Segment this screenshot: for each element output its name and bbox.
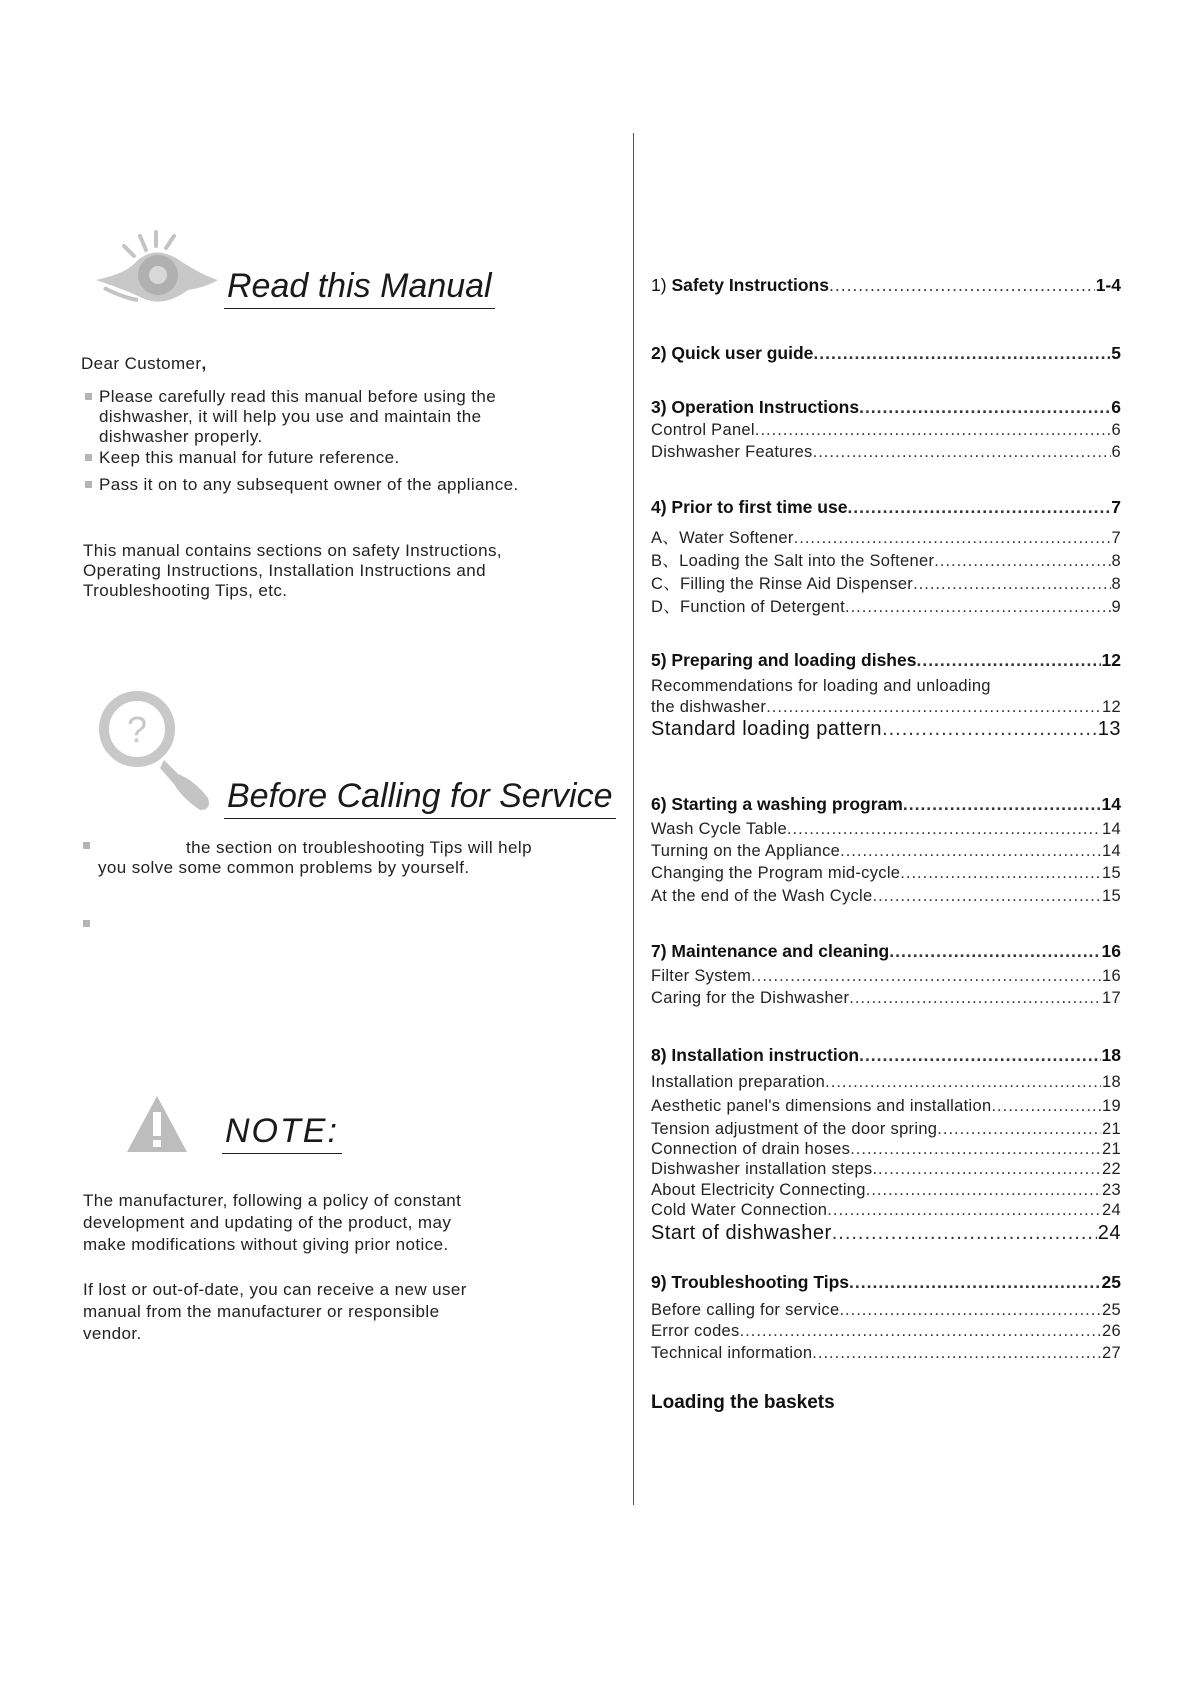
toc-sub-entry xyxy=(651,547,1121,571)
toc-sub-entry xyxy=(651,864,1121,883)
toc-page: 5 xyxy=(1111,343,1121,363)
bullet-1-line-2: dishwasher, it will help you use and maintain the xyxy=(99,407,482,426)
toc-sub-entry xyxy=(651,1140,1121,1159)
greeting xyxy=(81,353,207,374)
toc-sub-entry xyxy=(651,1160,1121,1179)
toc-page: 6 xyxy=(1111,397,1121,417)
toc-title: Standard loading pattern xyxy=(651,718,883,740)
note-para-2-line-2: manual from the manufacturer or responsible xyxy=(83,1302,440,1321)
toc-title: Technical information xyxy=(651,1344,813,1362)
toc-page: 15 xyxy=(1102,864,1121,882)
toc-page: 24 xyxy=(1097,1222,1121,1244)
toc-page: 25 xyxy=(1101,1272,1121,1292)
greeting-text: Dear Customer xyxy=(81,354,202,373)
toc-title: Tension adjustment of the door spring xyxy=(651,1120,938,1138)
toc-title: 5) Preparing and loading dishes xyxy=(651,650,917,670)
toc-page: 12 xyxy=(1102,698,1121,716)
toc-entry xyxy=(651,397,1121,418)
toc-sub-entry xyxy=(651,1097,1121,1116)
toc-title: Installation preparation xyxy=(651,1073,826,1091)
bullet-icon xyxy=(83,920,90,927)
service-tip-line-1: the section on troubleshooting Tips will help xyxy=(186,838,532,857)
note-para-2-line-1: If lost or out-of-date, you can receive a new user xyxy=(83,1280,467,1299)
toc-title: Caring for the Dishwasher xyxy=(651,989,850,1007)
toc-sub-entry xyxy=(651,593,1121,617)
toc-page: 16 xyxy=(1102,967,1121,985)
toc-title: B、Loading the Salt into the Softener xyxy=(651,552,935,570)
toc-title: Wash Cycle Table xyxy=(651,820,787,838)
note-para-1-line-3: make modifications without giving prior notice. xyxy=(83,1235,449,1254)
toc-sub-entry xyxy=(651,967,1121,986)
toc-page: 14 xyxy=(1101,794,1121,814)
toc-page: 25 xyxy=(1102,1301,1121,1319)
toc-page: 23 xyxy=(1102,1181,1121,1199)
toc-title: About Electricity Connecting xyxy=(651,1181,866,1199)
toc-sub-entry xyxy=(651,1073,1121,1092)
note-heading: NOTE: xyxy=(222,1112,342,1154)
toc-title: the dishwasher xyxy=(651,698,767,716)
read-manual-heading: Read this Manual xyxy=(224,267,495,309)
toc-sub-entry xyxy=(651,1344,1121,1363)
greeting-punct: , xyxy=(201,354,207,373)
toc-page: 24 xyxy=(1102,1201,1121,1219)
toc-sub-entry xyxy=(651,524,1121,548)
toc-title: A、Water Softener xyxy=(651,529,794,547)
bullet-icon xyxy=(85,454,92,461)
toc-title: Connection of drain hoses xyxy=(651,1140,851,1158)
toc-sub-entry xyxy=(651,1201,1121,1220)
toc-entry xyxy=(651,794,1121,815)
toc-title: D、Function of Detergent xyxy=(651,598,845,616)
toc-number: 1) xyxy=(651,275,667,295)
toc-page: 14 xyxy=(1102,842,1121,860)
toc-title: 3) Operation Instructions xyxy=(651,397,860,417)
toc-page: 16 xyxy=(1101,941,1121,961)
toc-page: 19 xyxy=(1102,1097,1121,1115)
toc-page: 6 xyxy=(1111,421,1121,439)
bullet-icon xyxy=(85,393,92,400)
contents-line-2: Operating Instructions, Installation Instructions and xyxy=(83,561,486,580)
toc-title: 2) Quick user guide xyxy=(651,343,814,363)
loading-baskets-heading: Loading the baskets xyxy=(651,1392,835,1413)
toc-page: 8 xyxy=(1111,575,1121,593)
toc-entry xyxy=(651,650,1121,671)
toc-sub-entry xyxy=(651,1181,1121,1200)
toc-title: Changing the Program mid-cycle xyxy=(651,864,901,882)
toc-page: 26 xyxy=(1102,1322,1121,1340)
contents-line-1: This manual contains sections on safety Instructions, xyxy=(83,541,503,560)
bullet-2: Keep this manual for future reference. xyxy=(99,448,400,467)
toc-page: 12 xyxy=(1101,650,1121,670)
toc-sub-entry xyxy=(651,443,1121,462)
toc-title: At the end of the Wash Cycle xyxy=(651,887,873,905)
toc-page: 27 xyxy=(1102,1344,1121,1362)
toc-title: Dishwasher installation steps xyxy=(651,1160,873,1178)
eye-icon xyxy=(94,228,224,310)
toc-entry xyxy=(651,1272,1121,1293)
bullet-1-line-1: Please carefully read this manual before using the xyxy=(99,387,497,406)
toc-page: 15 xyxy=(1102,887,1121,905)
toc-sub-entry xyxy=(651,570,1121,594)
toc-title: Before calling for service xyxy=(651,1301,840,1319)
toc-entry xyxy=(651,1045,1121,1066)
bullet-3: Pass it on to any subsequent owner of the appliance. xyxy=(99,475,519,494)
toc-page: 13 xyxy=(1097,718,1121,740)
toc-page: 17 xyxy=(1102,989,1121,1007)
toc-page: 14 xyxy=(1102,820,1121,838)
toc-title: Dishwasher Features xyxy=(651,443,813,461)
toc-sub-entry xyxy=(651,842,1121,861)
toc-title: Cold Water Connection xyxy=(651,1201,828,1219)
toc-page: 21 xyxy=(1102,1140,1121,1158)
toc-sub-line: Recommendations for loading and unloading xyxy=(651,677,991,695)
toc-page: 7 xyxy=(1111,529,1121,547)
toc-title: Start of dishwasher xyxy=(651,1222,832,1244)
note-para-2-line-3: vendor. xyxy=(83,1324,142,1343)
toc-sub-entry xyxy=(651,698,1121,717)
toc-page: 9 xyxy=(1111,598,1121,616)
toc-page: 6 xyxy=(1111,443,1121,461)
toc-title: C、Filling the Rinse Aid Dispenser xyxy=(651,575,914,593)
toc-sub-entry xyxy=(651,421,1121,440)
bullet-icon xyxy=(85,481,92,488)
toc-title: Safety Instructions xyxy=(671,275,829,295)
toc-sub-entry xyxy=(651,1222,1121,1245)
toc-sub-entry xyxy=(651,1120,1121,1139)
toc-sub-entry xyxy=(651,718,1121,741)
column-divider xyxy=(633,133,634,1505)
toc-title: Filter System xyxy=(651,967,752,985)
toc-page: 18 xyxy=(1102,1073,1121,1091)
service-tip-line-2: you solve some common problems by yourself. xyxy=(98,858,470,877)
toc-sub-entry xyxy=(651,820,1121,839)
toc-sub-entry xyxy=(651,989,1121,1008)
contents-line-3: Troubleshooting Tips, etc. xyxy=(83,581,288,600)
svg-text:?: ? xyxy=(126,709,148,750)
toc-title: Error codes xyxy=(651,1322,740,1340)
bullet-icon xyxy=(83,842,90,849)
toc-entry xyxy=(651,275,1121,296)
toc-sub-entry xyxy=(651,887,1121,906)
toc-sub-entry xyxy=(651,1322,1121,1341)
toc-sub-entry xyxy=(651,1301,1121,1320)
toc-page: 1-4 xyxy=(1095,275,1121,295)
magnifier-question-icon xyxy=(98,690,218,815)
service-heading: Before Calling for Service xyxy=(224,777,616,819)
toc-title: 4) Prior to first time use xyxy=(651,497,848,517)
warning-triangle-icon xyxy=(125,1094,189,1154)
toc-page: 8 xyxy=(1111,552,1121,570)
toc-page: 22 xyxy=(1102,1160,1121,1178)
toc-title: 6) Starting a washing program xyxy=(651,794,903,814)
toc-entry xyxy=(651,343,1121,364)
table-of-contents xyxy=(651,0,1121,1684)
bullet-1-line-3: dishwasher properly. xyxy=(99,427,263,446)
toc-page: 21 xyxy=(1102,1120,1121,1138)
toc-title: Turning on the Appliance xyxy=(651,842,841,860)
toc-title: 7) Maintenance and cleaning xyxy=(651,941,890,961)
toc-page: 18 xyxy=(1101,1045,1121,1065)
toc-page: 7 xyxy=(1111,497,1121,517)
toc-entry xyxy=(651,497,1121,518)
toc-title: 9) Troubleshooting Tips xyxy=(651,1272,850,1292)
toc-entry xyxy=(651,941,1121,962)
note-para-1-line-2: development and updating of the product, may xyxy=(83,1213,452,1232)
toc-title: Control Panel xyxy=(651,421,755,439)
note-para-1-line-1: The manufacturer, following a policy of constant xyxy=(83,1191,462,1210)
toc-title: Aesthetic panel's dimensions and installation xyxy=(651,1097,992,1115)
toc-title: 8) Installation instruction xyxy=(651,1045,860,1065)
